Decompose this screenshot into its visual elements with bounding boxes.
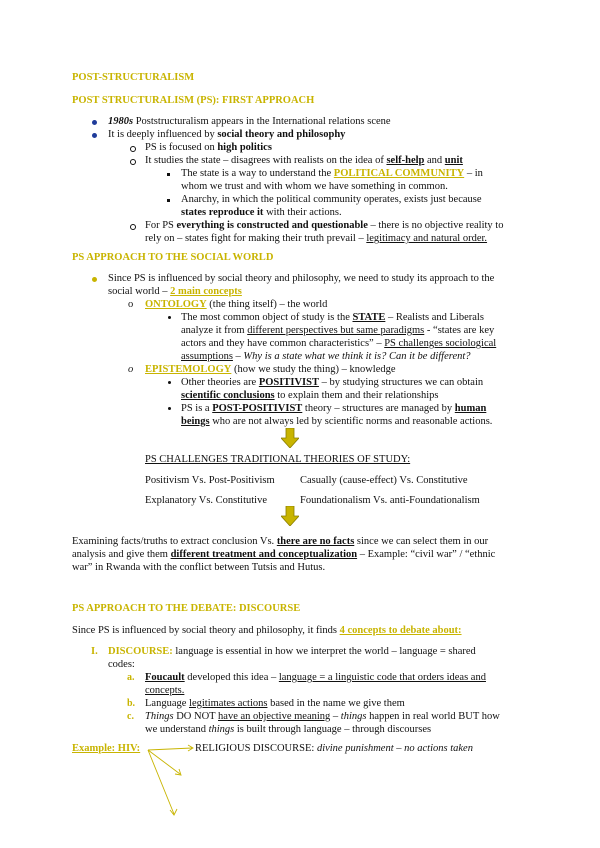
- bullet-o-marker: o: [128, 364, 134, 375]
- list-item-continuation: whom we trust and with whom we have something in common.: [181, 181, 448, 192]
- list-item: PS is a POST-POSITIVIST theory – structures are managed by human: [181, 403, 487, 414]
- document-title: POST-STRUCTURALISM: [72, 72, 195, 83]
- challenge-item: Casually (cause-effect) Vs. Constitutive: [300, 475, 468, 486]
- paragraph-line: analysis and give them different treatment and conceptualization – Example: “civil war” / “ethnic: [72, 549, 496, 560]
- down-arrow-icon: [281, 506, 299, 526]
- bullet-circle-icon: [130, 224, 136, 230]
- bullet-square-icon: [167, 199, 170, 202]
- bullet-dot-icon: [168, 407, 171, 410]
- bullet-dot-icon: [92, 120, 97, 125]
- list-item: The most common object of study is the STATE – Realists and Liberals: [181, 312, 484, 323]
- list-item: For PS everything is constructed and questionable – there is no objective reality to: [145, 220, 504, 231]
- list-item: The state is a way to understand the POLITICAL COMMUNITY – in: [181, 168, 483, 179]
- list-item-continuation: scientific conclusions to explain them and their relationships: [181, 390, 439, 401]
- challenge-item: Explanatory Vs. Constitutive: [145, 495, 268, 506]
- list-item: Since PS is influenced by social theory and philosophy, we need to study its approach to the: [108, 273, 495, 284]
- section-heading-discourse: PS APPROACH TO THE DEBATE: DISCOURSE: [72, 603, 301, 614]
- list-item-continuation: states reproduce it with their actions.: [181, 207, 342, 218]
- down-arrow-icon: [281, 428, 299, 448]
- list-item-continuation: codes:: [108, 659, 135, 670]
- list-number: I.: [91, 646, 98, 657]
- list-item-continuation: analyze it from different perspectives but same paradigms - “states are key: [181, 325, 495, 336]
- example-connector-icon: [140, 742, 210, 822]
- paragraph-line: war” in Rwanda with the conflict between Tutsis and Hutus.: [72, 562, 326, 573]
- list-item-continuation: beings who are not always led by scientific norms and reasonable actions.: [181, 416, 493, 427]
- section-heading-first-approach: POST STRUCTURALISM (PS): FIRST APPROACH: [72, 95, 315, 106]
- list-item: Things DO NOT have an objective meaning – things happen in real world BUT how: [145, 711, 500, 722]
- list-letter: c.: [127, 711, 134, 722]
- list-letter: b.: [127, 698, 136, 709]
- challenge-item: Positivism Vs. Post-Positivism: [145, 475, 275, 486]
- list-item: Anarchy, in which the political community operates, exists just because: [181, 194, 482, 205]
- list-item: It studies the state – disagrees with realists on the idea of self-help and unit: [145, 155, 463, 166]
- list-item: 1980s Poststructuralism appears in the International relations scene: [108, 116, 391, 127]
- list-item-continuation: social world – 2 main concepts: [108, 286, 242, 297]
- list-item-continuation: actors and they have common characteristics” – PS challenges sociological: [181, 338, 497, 349]
- bullet-circle-icon: [130, 159, 136, 165]
- list-letter: a.: [127, 672, 135, 683]
- bullet-dot-icon: [168, 381, 171, 384]
- list-item-continuation: rely on – states fight for making their truth prevail – legitimacy and natural order.: [145, 233, 488, 244]
- list-item: Foucault developed this idea – language = a linguistic code that orders ideas and: [145, 672, 486, 683]
- list-item: DISCOURSE: language is essential in how we interpret the world – language = shared: [108, 646, 476, 657]
- list-item: Language legitimates actions based in the name we give them: [145, 698, 405, 709]
- challenge-item: Foundationalism Vs. anti-Foundationalism: [300, 495, 480, 506]
- list-item-continuation: we understand things is built through language – through discourses: [145, 724, 432, 735]
- example-label: Example: HIV:: [72, 743, 141, 754]
- paragraph-line: Since PS is influenced by social theory and philosophy, it finds 4 concepts to debate about:: [72, 625, 462, 636]
- list-item: ONTOLOGY (the thing itself) – the world: [145, 299, 328, 310]
- list-item: It is deeply influenced by social theory and philosophy: [108, 129, 346, 140]
- bullet-circle-icon: [130, 146, 136, 152]
- bullet-dot-icon: [92, 133, 97, 138]
- bullet-dot-icon: [168, 316, 171, 319]
- list-item: Other theories are POSITIVIST – by studying structures we can obtain: [181, 377, 484, 388]
- section-heading-social-world: PS APPROACH TO THE SOCIAL WORLD: [72, 252, 274, 263]
- list-item: PS is focused on high politics: [145, 142, 272, 153]
- example-item: RELIGIOUS DISCOURSE: divine punishment – no actions taken: [195, 743, 473, 754]
- challenges-heading: PS CHALLENGES TRADITIONAL THEORIES OF STUDY:: [145, 454, 411, 465]
- bullet-square-icon: [167, 173, 170, 176]
- list-item-continuation: concepts.: [145, 685, 185, 696]
- paragraph-line: Examining facts/truths to extract conclusion Vs. there are no facts since we can select them in our: [72, 536, 489, 547]
- list-item-continuation: assumptions – Why is a state what we think it is? Can it be different?: [181, 351, 471, 362]
- bullet-dot-icon: [92, 277, 97, 282]
- list-item: EPISTEMOLOGY (how we study the thing) – knowledge: [145, 364, 396, 375]
- bullet-o-marker: o: [128, 299, 134, 310]
